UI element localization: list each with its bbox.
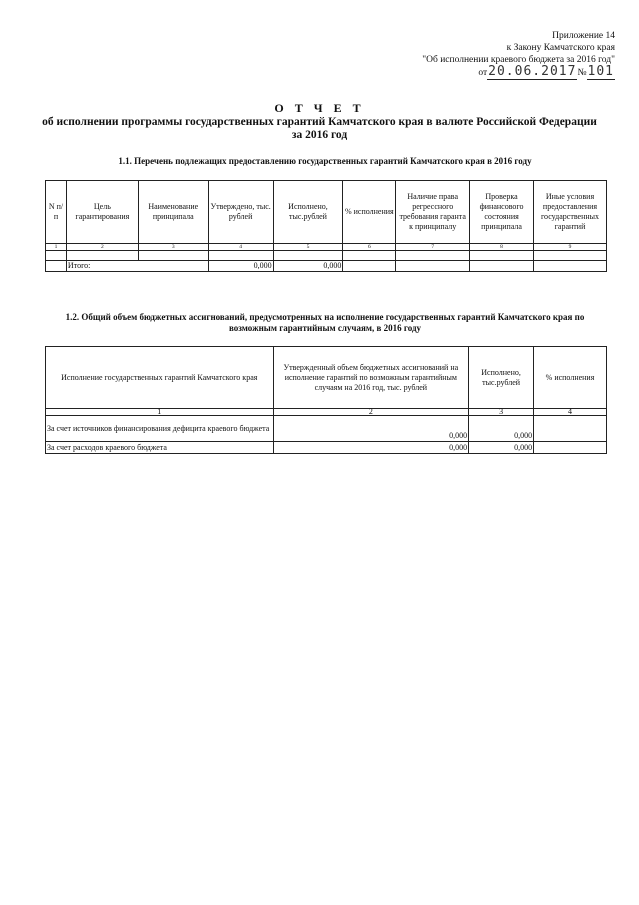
- col-number: 4: [534, 409, 607, 416]
- col-header-percent: % исполнения: [534, 347, 607, 409]
- report-title-year: за 2016 год: [291, 129, 348, 141]
- report-title: [0, 102, 639, 143]
- allocations-col-numbers-row: [46, 409, 607, 416]
- col-number: 3: [138, 244, 208, 251]
- section-2-title: [40, 312, 610, 334]
- col-number: 8: [470, 244, 534, 251]
- col-number: 3: [469, 409, 534, 416]
- col-number: 7: [396, 244, 470, 251]
- col-header-number: N п/п: [46, 181, 67, 244]
- row-label: За счет источников финансирования дефицита краевого бюджета: [46, 416, 274, 442]
- total-executed: 0,000: [273, 261, 343, 272]
- guarantees-table: [45, 180, 607, 272]
- row-approved: 0,000: [273, 442, 469, 454]
- table-row: [46, 251, 607, 261]
- allocations-header-row: [46, 347, 607, 409]
- total-label: Итого:: [66, 261, 208, 272]
- section-2-title-line-1: 1.2. Общий объем бюджетных ассигнований, предусмотренных на исполнение государственных гарантий Камчатского края по: [65, 312, 585, 322]
- handwritten-number: 101: [587, 64, 614, 79]
- section-2-title-line-2: возможным гарантийным случаям, в 2016 году: [229, 323, 421, 333]
- appendix-line-3: "Об исполнении краевого бюджета за 2016 год": [422, 55, 615, 65]
- col-header-regress-right: Наличие права регрессного требования гаранта к принципалу: [396, 181, 470, 244]
- col-header-executed: Исполнено, тыс.рублей: [469, 347, 534, 409]
- total-approved: 0,000: [208, 261, 273, 272]
- guarantees-total-row: [46, 261, 607, 272]
- col-header-principal: Наименование принципала: [138, 181, 208, 244]
- row-executed: 0,000: [469, 416, 534, 442]
- col-header-financial-check: Проверка финансового состояния принципала: [470, 181, 534, 244]
- col-number: 2: [66, 244, 138, 251]
- col-header-purpose: Цель гарантирования: [66, 181, 138, 244]
- row-percent: [534, 416, 607, 442]
- col-number: 9: [534, 244, 607, 251]
- allocations-table: [45, 346, 607, 454]
- date-prefix: от: [478, 68, 488, 78]
- row-percent: [534, 442, 607, 454]
- appendix-block: [422, 30, 615, 79]
- col-number: 4: [208, 244, 273, 251]
- report-title-subject: об исполнении программы государственных гарантий Камчатского края в валюте Российской Федерации: [42, 115, 597, 128]
- appendix-date-line: [422, 66, 615, 79]
- row-label: За счет расходов краевого бюджета: [46, 442, 274, 454]
- col-number: 1: [46, 409, 274, 416]
- appendix-line-2: к Закону Камчатского края: [506, 43, 615, 53]
- table-row: [46, 416, 607, 442]
- number-prefix: №: [577, 68, 587, 78]
- col-number: 5: [273, 244, 343, 251]
- appendix-line-1: Приложение 14: [552, 31, 615, 41]
- col-number: 2: [273, 409, 469, 416]
- col-header-approved: Утверждено, тыс. рублей: [208, 181, 273, 244]
- col-header-approved-volume: Утвержденный объем бюджетных ассигнований на исполнение гарантий по возможным гарантийным случаям на 2016 год, тыс. рублей: [273, 347, 469, 409]
- col-header-execution: Исполнение государственных гарантий Камчатского края: [46, 347, 274, 409]
- section-1-title: 1.1. Перечень подлежащих предоставлению государственных гарантий Камчатского края в 2016 году: [118, 156, 532, 166]
- col-number: 1: [46, 244, 67, 251]
- report-title-word: О Т Ч Е Т: [274, 101, 365, 115]
- guarantees-header-row: [46, 181, 607, 244]
- row-approved: 0,000: [273, 416, 469, 442]
- handwritten-date: 20.06.2017: [488, 64, 577, 79]
- col-number: 6: [343, 244, 396, 251]
- col-header-executed: Исполнено, тыс.рублей: [273, 181, 343, 244]
- col-header-percent: % исполнения: [343, 181, 396, 244]
- guarantees-col-numbers-row: [46, 244, 607, 251]
- col-header-other-conditions: Иные условия предоставления государственных гарантий: [534, 181, 607, 244]
- row-executed: 0,000: [469, 442, 534, 454]
- table-row: [46, 442, 607, 454]
